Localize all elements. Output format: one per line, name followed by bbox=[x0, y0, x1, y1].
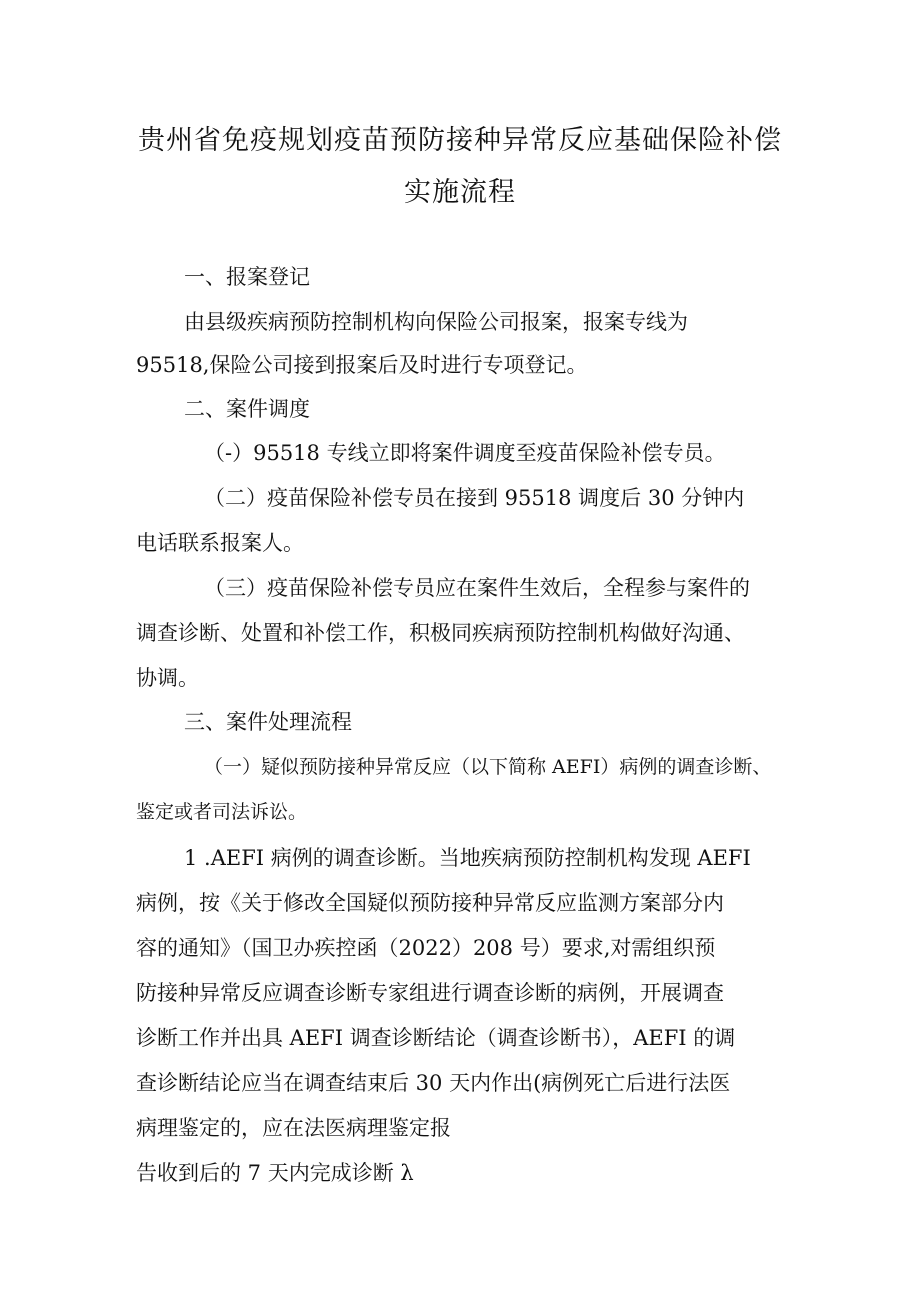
section-heading-case-process: 三、案件处理流程 bbox=[184, 710, 352, 734]
section-heading-report-registration: 一、报案登记 bbox=[184, 265, 310, 289]
section-heading-case-dispatch: 二、案件调度 bbox=[184, 397, 310, 421]
paragraph-line: 鉴定或者司法诉讼。 bbox=[136, 801, 308, 823]
paragraph-line: 容的通知》（国卫办疾控函（2022）208 号）要求,对需组织预 bbox=[136, 936, 716, 960]
document-title-line-2: 实施流程 bbox=[404, 177, 516, 208]
paragraph-line: 病例，按《关于修改全国疑似预防接种异常反应监测方案部分内 bbox=[136, 891, 724, 915]
paragraph-line: 防接种异常反应调查诊断专家组进行调查诊断的病例，开展调查 bbox=[136, 981, 724, 1005]
paragraph-line: 病理鉴定的，应在法医病理鉴定报 bbox=[136, 1116, 451, 1140]
paragraph-line: 由县级疾病预防控制机构向保险公司报案，报案专线为 bbox=[184, 310, 688, 334]
paragraph-line: 协调。 bbox=[136, 666, 199, 690]
paragraph-line: 调查诊断、处置和补偿工作，积极同疾病预防控制机构做好沟通、 bbox=[136, 621, 745, 645]
paragraph-line: （-）95518 专线立即将案件调度至疫苗保险补偿专员。 bbox=[204, 441, 726, 465]
document-title-line-1: 贵州省免疫规划疫苗预防接种异常反应基础保险补偿 bbox=[138, 125, 782, 156]
paragraph-line: 查诊断结论应当在调查结束后 30 天内作出(病例死亡后进行法医 bbox=[136, 1071, 731, 1095]
paragraph-line: 1 .AEFI 病例的调查诊断。当地疾病预防控制机构发现 AEFI bbox=[184, 846, 751, 870]
paragraph-line: 诊断工作并出具 AEFI 调查诊断结论（调查诊断书），AEFI 的调 bbox=[136, 1026, 736, 1050]
paragraph-line: （二）疫苗保险补偿专员在接到 95518 调度后 30 分钟内 bbox=[204, 486, 745, 510]
paragraph-line: （三）疫苗保险补偿专员应在案件生效后，全程参与案件的 bbox=[204, 576, 750, 600]
paragraph-line: 电话联系报案人。 bbox=[136, 531, 304, 555]
paragraph-line: （一）疑似预防接种异常反应（以下简称 AEFI）病例的调查诊断、 bbox=[204, 756, 772, 778]
paragraph-line: 告收到后的 7 天内完成诊断 λ bbox=[136, 1161, 414, 1185]
paragraph-line: 95518,保险公司接到报案后及时进行专项登记。 bbox=[136, 353, 588, 377]
